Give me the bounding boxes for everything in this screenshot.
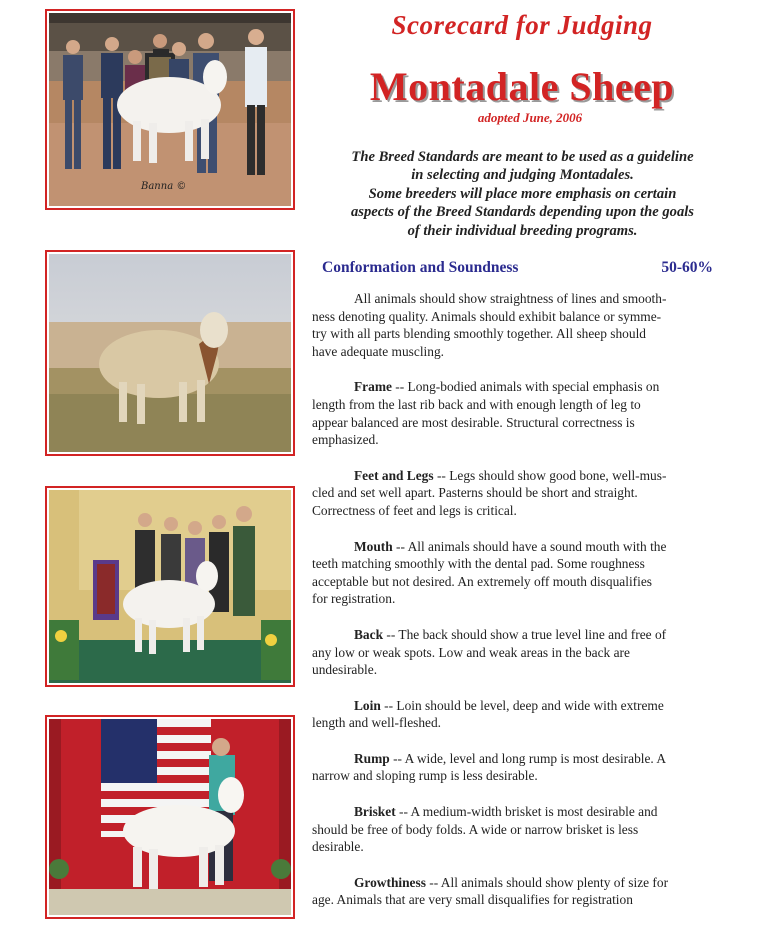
title-line-2: Montadale Sheep — [369, 64, 675, 109]
paragraph-line — [312, 573, 732, 591]
standard-term: Mouth — [354, 538, 393, 554]
title-line-1: Scorecard for Judging — [391, 10, 653, 40]
line-text: narrow and sloping rump is less desirable. — [312, 768, 538, 784]
standard-paragraph — [312, 750, 732, 785]
line-text: Correctness of feet and legs is critical. — [312, 502, 517, 518]
line-text: -- Long-bodied animals with special emphasis on — [391, 379, 660, 395]
photo-group-with-plaque — [45, 9, 295, 210]
line-text: any low or weak spots. Low and weak areas in the back are — [312, 644, 630, 660]
paragraph-line — [312, 538, 732, 556]
line-text: -- A wide, level and long rump is most desirable. A — [389, 750, 667, 766]
line-text: age. Animals that are very small disqualifies for registration — [312, 892, 633, 908]
adopted-date: adopted June, 2006 — [477, 110, 583, 125]
photo-sheep-in-field — [45, 250, 295, 456]
standard-paragraph — [312, 803, 732, 856]
standard-term: Growthiness — [354, 874, 426, 890]
standard-paragraph — [312, 874, 732, 909]
paragraph-line — [312, 891, 732, 909]
line-text: desirable. — [312, 839, 364, 855]
intro-line: in selecting and judging Montadales. — [411, 167, 634, 184]
line-text: undesirable. — [312, 662, 378, 678]
line-text: appear balanced are most desirable. Structural correctness is — [312, 414, 635, 430]
section-title: Conformation and Soundness — [322, 259, 519, 276]
paragraph-line — [312, 484, 732, 502]
line-text: -- Loin should be level, deep and wide with extreme — [380, 697, 664, 713]
line-text: length from the last rib back and with enough length of leg to — [312, 396, 641, 412]
paragraph-line — [312, 343, 732, 361]
intro-line: aspects of the Breed Standards depending upon the goals — [351, 204, 694, 221]
paragraph-line — [312, 714, 732, 732]
paragraph-line — [312, 414, 732, 432]
line-text: All animals should show straightness of lines and smooth- — [354, 291, 667, 306]
line-text: -- A medium-width brisket is most desirable and — [395, 804, 658, 820]
paragraph-line — [312, 431, 732, 449]
paragraph-line — [312, 467, 732, 485]
line-text: try with all parts blending smoothly together. All sheep should — [312, 326, 646, 342]
standard-paragraph — [312, 626, 732, 679]
paragraph-line — [312, 396, 732, 414]
line-text: length and well-fleshed. — [312, 715, 442, 731]
standard-term: Back — [354, 626, 384, 642]
standard-paragraph — [312, 290, 732, 360]
paragraph-line — [312, 290, 732, 308]
standard-term: Rump — [354, 750, 390, 766]
line-text: -- All animals should show plenty of size for — [425, 874, 669, 890]
line-text: have adequate muscling. — [312, 343, 444, 359]
photo-watermark: Banna © — [141, 181, 187, 192]
standard-term: Frame — [354, 379, 392, 395]
photo-sheep-with-flag — [45, 715, 295, 919]
standards-body — [312, 290, 732, 927]
standard-paragraph — [312, 467, 732, 520]
section-heading — [322, 259, 717, 277]
paragraph-line — [312, 502, 732, 520]
paragraph-line — [312, 874, 732, 892]
paragraph-line — [312, 803, 732, 821]
line-text: cled and set well apart. Pasterns should be short and straight. — [312, 485, 638, 501]
paragraph-line — [312, 644, 732, 662]
paragraph-line — [312, 555, 732, 573]
intro-text — [315, 148, 730, 240]
intro-line: of their individual breeding programs. — [407, 222, 638, 239]
line-text: for registration. — [312, 591, 396, 607]
standard-term: Feet and Legs — [354, 467, 434, 483]
standard-paragraph — [312, 538, 732, 608]
photo-group-with-banner — [45, 486, 295, 687]
line-text: -- The back should show a true level line and free of — [383, 626, 667, 642]
line-text: -- All animals should have a sound mouth with the — [392, 538, 667, 554]
section-percent: 50-60% — [661, 259, 713, 276]
paragraph-line — [312, 750, 732, 768]
paragraph-line — [312, 378, 732, 396]
intro-line: The Breed Standards are meant to be used as a guideline — [351, 149, 694, 165]
paragraph-line — [312, 590, 732, 608]
line-text: ness denoting quality. Animals should exhibit balance or symme- — [312, 308, 662, 324]
paragraph-line — [312, 767, 732, 785]
paragraph-line — [312, 838, 732, 856]
line-text: acceptable but not desired. An extremely off mouth disqualifies — [312, 573, 653, 589]
line-text: should be free of body folds. A wide or narrow brisket is less — [312, 821, 639, 837]
paragraph-line — [312, 697, 732, 715]
paragraph-line — [312, 308, 732, 326]
standard-paragraph — [312, 378, 732, 448]
standard-paragraph — [312, 697, 732, 732]
line-text: teeth matching smoothly with the dental pad. Some roughness — [312, 556, 645, 572]
standard-term: Loin — [354, 697, 381, 713]
paragraph-line — [312, 821, 732, 839]
line-text: -- Legs should show good bone, well-mus- — [433, 467, 667, 483]
paragraph-line — [312, 626, 732, 644]
intro-line: Some breeders will place more emphasis on certain — [368, 185, 677, 202]
line-text: emphasized. — [312, 432, 379, 448]
paragraph-line — [312, 661, 732, 679]
paragraph-line — [312, 325, 732, 343]
standard-term: Brisket — [354, 804, 396, 820]
